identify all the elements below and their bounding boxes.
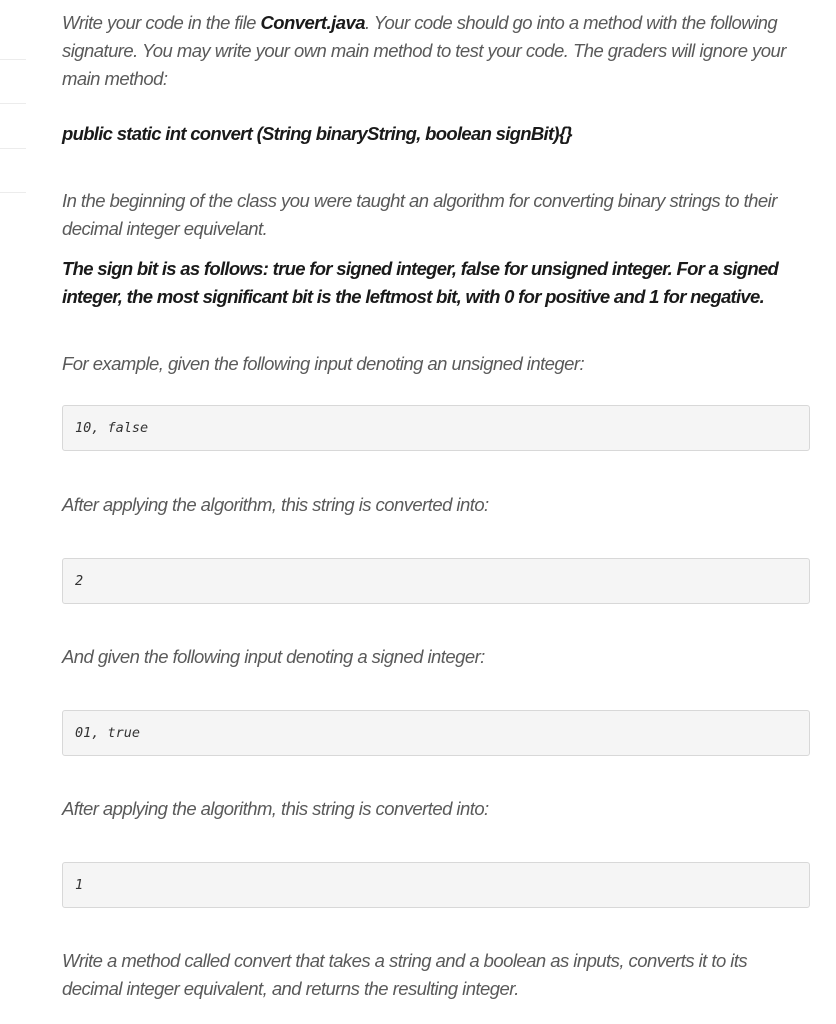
example-2-output-code [62,862,810,908]
example-1-input-code [62,405,810,451]
task-paragraph: Write a method called convert that takes a string and a boolean as inputs, converts it to its decimal integer equivalent, and returns the resulting integer. [62,950,748,999]
algorithm-note: In the beginning of the class you were taught an algorithm for converting binary strings to their decimal integer equivelant. [62,190,777,239]
left-margin-rules [0,0,26,200]
code-text: 1 [75,877,84,893]
margin-rule [0,148,26,149]
code-text: 2 [75,573,84,589]
example-2-intro: And given the following input denoting a signed integer: [62,646,485,667]
example-2-result-intro: After applying the algorithm, this string is converted into: [62,798,489,819]
code-text: 10, false [75,420,149,436]
intro-suffix: . Your code should go into a method with the following signature. You may write your own main method to test your code. The graders will ignore your main method: [62,12,786,89]
example-1-result-intro: After applying the algorithm, this string is converted into: [62,494,489,515]
example-1-output-code [62,558,810,604]
margin-rule [0,59,26,60]
filename: Convert.java [260,12,365,33]
code-text: 01, true [75,725,141,741]
example-2-input-code [62,710,810,756]
assignment-content [62,9,810,1003]
margin-rule [0,192,26,193]
sign-bit-note: The sign bit is as follows: true for signed integer, false for unsigned integer. For a signed integer, the most significant bit is the leftmost bit, with 0 for positive and 1 for negative. [62,258,779,307]
intro-prefix: Write your code in the file [62,12,261,33]
intro-paragraph [62,9,810,93]
margin-rule [0,103,26,104]
example-1-intro: For example, given the following input denoting an unsigned integer: [62,353,585,374]
method-signature: public static int convert (String binaryString, boolean signBit){} [62,123,572,144]
